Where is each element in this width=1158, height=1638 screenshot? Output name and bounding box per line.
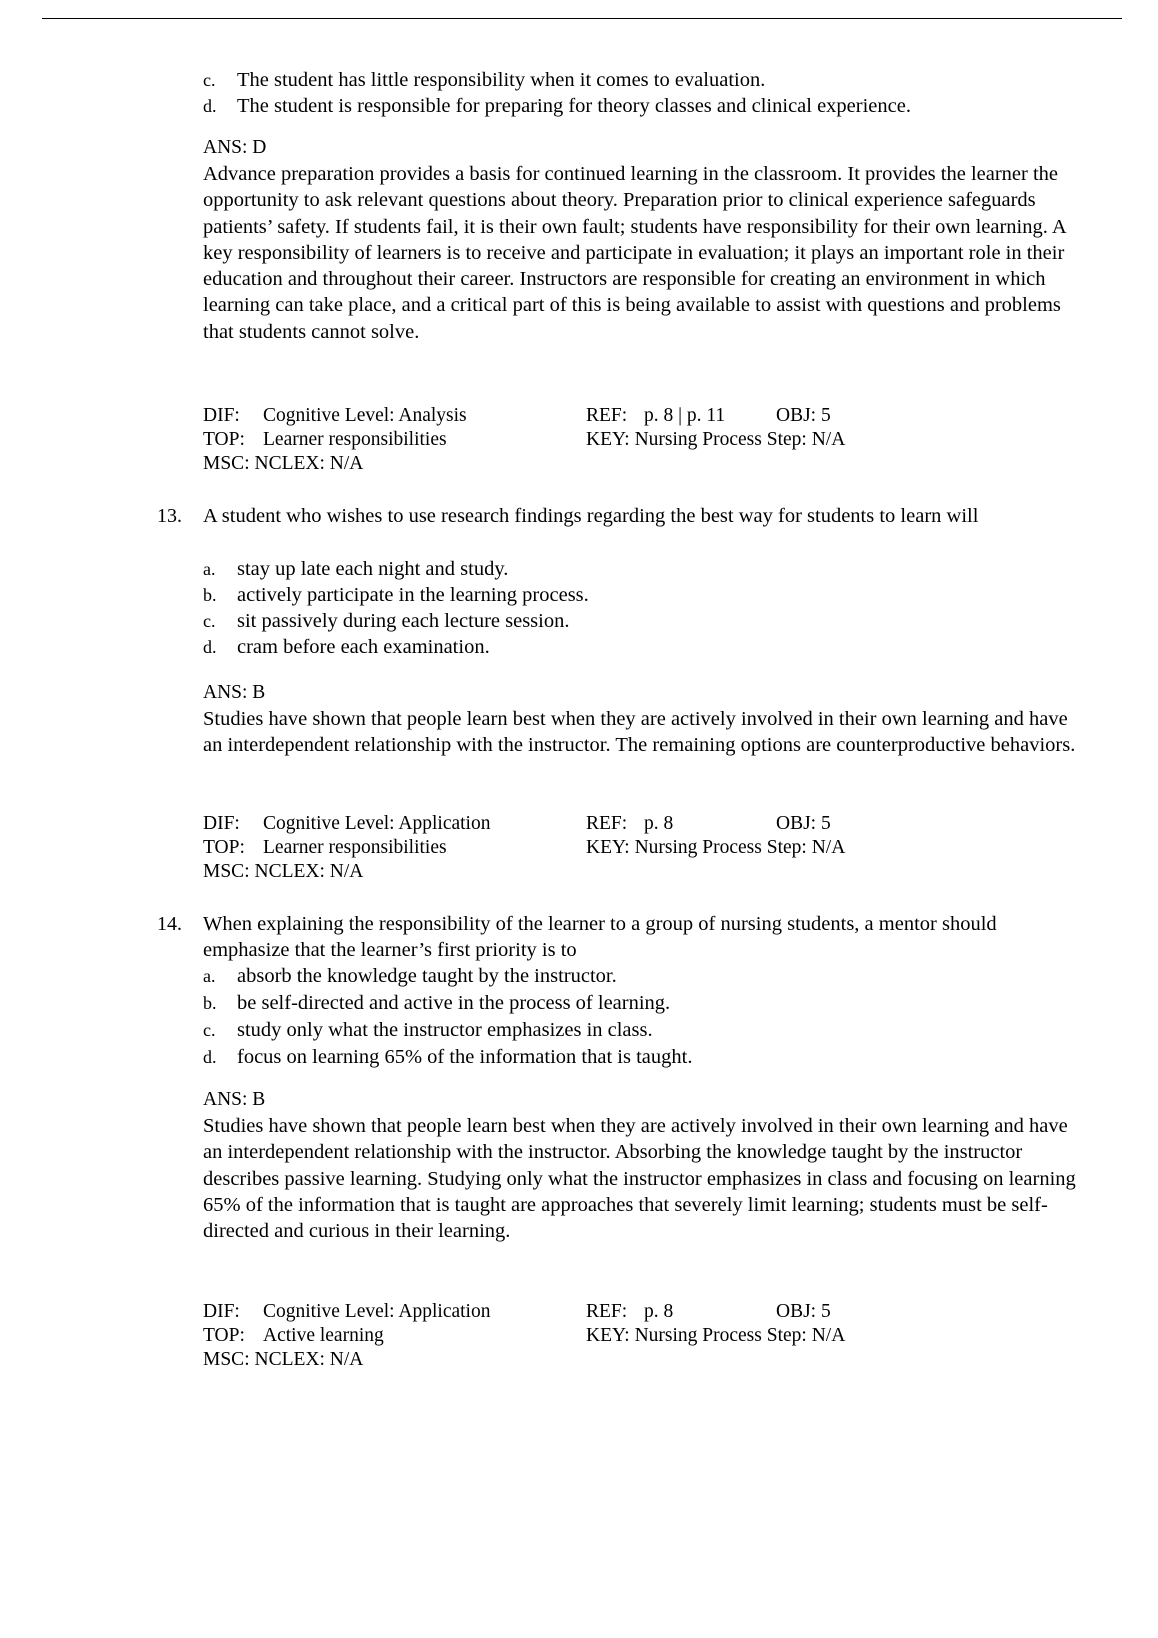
ref-value: p. 8 (644, 1301, 674, 1322)
dif-value: Cognitive Level: Application (263, 1301, 491, 1322)
option-text: cram before each examination. (237, 636, 490, 658)
question-stem: A student who wishes to use research findings regarding the best way for students to learn will (203, 505, 979, 527)
dif-label: DIF: (203, 405, 240, 426)
option-letter: d. (203, 1047, 217, 1067)
option-letter: c. (203, 611, 216, 631)
option-text: focus on learning 65% of the information that is taught. (237, 1046, 693, 1068)
msc-value: MSC: NCLEX: N/A (203, 1349, 364, 1370)
answer-key: ANS: D (203, 137, 267, 158)
option-letter: a. (203, 966, 216, 986)
option-text: study only what the instructor emphasizes in class. (237, 1019, 653, 1041)
top-label: TOP: (203, 429, 245, 450)
option-letter: c. (203, 1020, 216, 1040)
obj-value: OBJ: 5 (776, 1301, 831, 1322)
msc-value: MSC: NCLEX: N/A (203, 453, 364, 474)
option-text: stay up late each night and study. (237, 558, 509, 580)
ref-value: p. 8 (644, 813, 674, 834)
rationale: Studies have shown that people learn best when they are actively involved in their own learning and have an interdependent relationship with the instructor. Absorbing the knowledge taught by the instructor describes passive learning. Studying only what the instructor emphasizes in class and focusing on learning 65% of the information that is taught are approaches that severely limit learning; students must be self-directed and curious in their learning. (203, 1115, 1076, 1243)
option-text: The student has little responsibility when it comes to evaluation. (237, 69, 766, 91)
answer-key: ANS: B (203, 682, 266, 703)
key-value: KEY: Nursing Process Step: N/A (586, 837, 846, 858)
question-stem: When explaining the responsibility of the learner to a group of nursing students, a mentor should emphasize that the learner’s first priority is to (203, 913, 997, 962)
header-rule (42, 18, 1122, 19)
top-label: TOP: (203, 837, 245, 858)
key-value: KEY: Nursing Process Step: N/A (586, 429, 846, 450)
answer-key: ANS: B (203, 1089, 266, 1110)
option-text: sit passively during each lecture session. (237, 610, 570, 632)
question-number: 14. (157, 913, 182, 935)
option-text: actively participate in the learning process. (237, 584, 589, 606)
option-letter: a. (203, 559, 216, 579)
option-letter: d. (203, 96, 217, 116)
msc-value: MSC: NCLEX: N/A (203, 861, 364, 882)
ref-label: REF: (586, 405, 628, 426)
option-letter: b. (203, 585, 217, 605)
option-text: be self-directed and active in the process of learning. (237, 992, 671, 1014)
top-value: Learner responsibilities (263, 837, 447, 858)
rationale: Studies have shown that people learn best when they are actively involved in their own learning and have an interdependent relationship with the instructor. The remaining options are counterproductive behaviors. (203, 708, 1076, 757)
option-letter: c. (203, 70, 216, 90)
dif-value: Cognitive Level: Application (263, 813, 491, 834)
top-label: TOP: (203, 1325, 245, 1346)
top-value: Learner responsibilities (263, 429, 447, 450)
option-letter: b. (203, 993, 217, 1013)
question-number: 13. (157, 505, 182, 527)
top-value: Active learning (263, 1325, 384, 1346)
key-value: KEY: Nursing Process Step: N/A (586, 1325, 846, 1346)
rationale: Advance preparation provides a basis for continued learning in the classroom. It provides the learner the opportunity to ask relevant questions about theory. Preparation prior to clinical experience safeguards patients’ safety. If students fail, it is their own fault; students have responsibility for their own learning. A key responsibility of learners is to receive and participate in evaluation; it plays an important role in their education and throughout their career. Instructors are responsible for creating an environment in which learning can take place, and a critical part of this is being available to assist with questions and problems that students cannot solve. (203, 163, 1066, 343)
dif-label: DIF: (203, 813, 240, 834)
obj-value: OBJ: 5 (776, 813, 831, 834)
ref-label: REF: (586, 813, 628, 834)
ref-value: p. 8 | p. 11 (644, 405, 726, 426)
ref-label: REF: (586, 1301, 628, 1322)
dif-label: DIF: (203, 1301, 240, 1322)
option-text: The student is responsible for preparing for theory classes and clinical experience. (237, 95, 911, 117)
obj-value: OBJ: 5 (776, 405, 831, 426)
option-text: absorb the knowledge taught by the instructor. (237, 965, 617, 987)
dif-value: Cognitive Level: Analysis (263, 405, 467, 426)
option-letter: d. (203, 637, 217, 657)
